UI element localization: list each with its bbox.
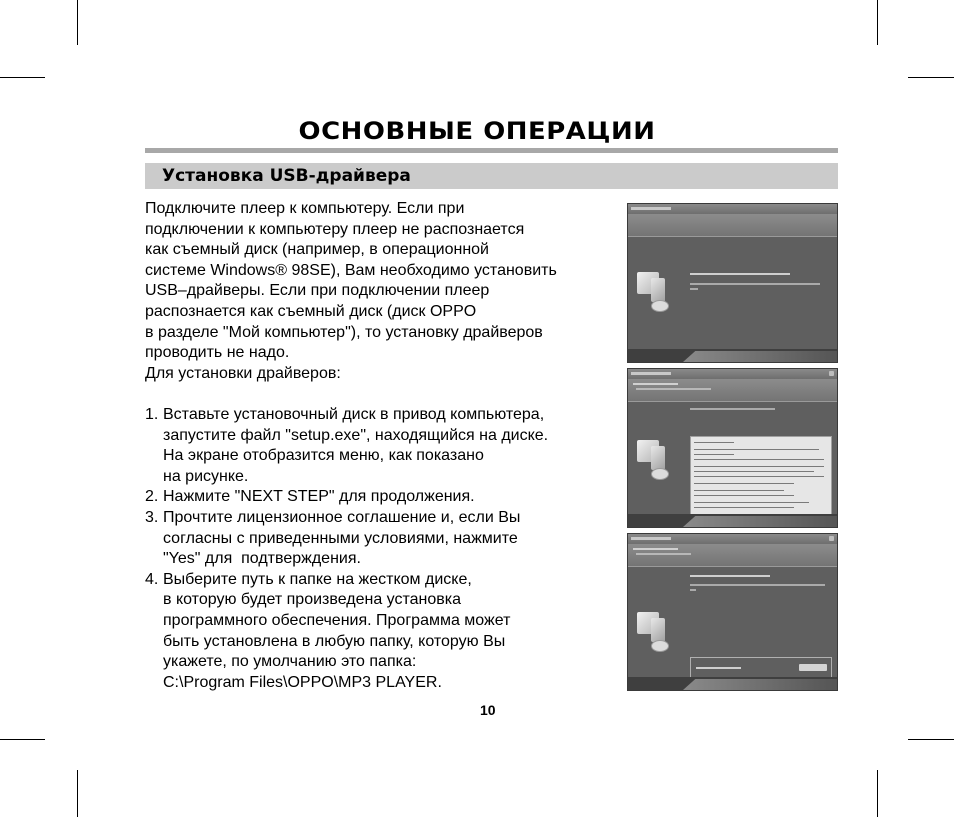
step-item bbox=[145, 508, 625, 529]
intro-line: проводить не надо. bbox=[145, 344, 290, 362]
intro-line: системе Windows® 98SE), Вам необходимо установить bbox=[145, 261, 557, 279]
step-line: в которую будет произведена установка bbox=[163, 591, 462, 609]
intro-line: как съемный диск (например, в операционной bbox=[145, 241, 489, 259]
computer-icon bbox=[635, 612, 671, 652]
intro-line: USB–драйверы. Если при подключении плеер bbox=[145, 282, 490, 300]
step-line: Вставьте установочный диск в привод компьютера, bbox=[163, 406, 545, 423]
destination-path-value bbox=[696, 667, 741, 669]
step-line: согласны с приведенными условиями, нажмите bbox=[163, 529, 518, 547]
step-number: 2. bbox=[145, 488, 159, 506]
step-continuation bbox=[145, 529, 625, 550]
window-titlebar bbox=[628, 534, 837, 544]
step-line: запустите файл "setup.exe", находящийся на диске. bbox=[163, 426, 549, 444]
install-steps bbox=[145, 405, 625, 693]
crop-mark-bottom-right-vertical bbox=[877, 770, 878, 817]
browse-button[interactable] bbox=[799, 664, 827, 671]
step-line: на рисунке. bbox=[163, 467, 249, 485]
step-line: На экране отобразится меню, как показано bbox=[163, 447, 484, 465]
page-title: ОСНОВНЫЕ ОПЕРАЦИИ bbox=[298, 117, 656, 145]
step-line: Прочтите лицензионное соглашение и, если Вы bbox=[163, 508, 521, 526]
screenshot-destination-folder bbox=[627, 533, 838, 691]
close-icon bbox=[829, 536, 834, 541]
step-number: 4. bbox=[145, 570, 159, 588]
step-number: 1. bbox=[145, 406, 159, 423]
step-line: укажете, по умолчанию это папка: bbox=[163, 653, 417, 671]
intro-line: подключении к компьютеру плеер не распознается bbox=[145, 220, 525, 238]
text-placeholder bbox=[690, 575, 770, 577]
text-placeholder bbox=[690, 589, 696, 591]
crop-mark-top-right-vertical bbox=[877, 0, 878, 45]
title-rule bbox=[145, 148, 838, 153]
computer-icon bbox=[635, 440, 671, 480]
window-header bbox=[628, 214, 837, 237]
window-footer bbox=[628, 677, 837, 690]
window-content bbox=[628, 402, 837, 514]
window-content bbox=[628, 237, 837, 349]
intro-line: Для установки драйверов: bbox=[145, 364, 341, 382]
step-item bbox=[145, 487, 625, 508]
step-continuation bbox=[145, 652, 625, 673]
section-title: Установка USB-драйвера bbox=[162, 166, 411, 186]
step-continuation bbox=[145, 426, 625, 447]
step-number: 3. bbox=[145, 508, 159, 526]
window-titlebar bbox=[628, 369, 837, 379]
text-placeholder bbox=[690, 283, 820, 285]
step-line: быть установлена в любую папку, которую Вы bbox=[163, 632, 506, 650]
step-item bbox=[145, 405, 625, 426]
step-item bbox=[145, 570, 625, 591]
crop-mark-bottom-left-vertical bbox=[77, 770, 78, 817]
step-line: C:\Program Files\OPPO\MP3 PLAYER. bbox=[163, 673, 442, 691]
window-header bbox=[628, 379, 837, 402]
computer-icon bbox=[635, 272, 671, 312]
step-continuation bbox=[145, 673, 625, 694]
window-header bbox=[628, 544, 837, 567]
text-placeholder bbox=[690, 288, 698, 290]
text-placeholder bbox=[690, 273, 790, 275]
step-line: "Yes" для подтверждения. bbox=[163, 550, 361, 568]
page-number: 10 bbox=[480, 702, 496, 718]
intro-line: Подключите плеер к компьютеру. Если при bbox=[145, 200, 465, 217]
text-placeholder bbox=[690, 584, 825, 586]
step-continuation bbox=[145, 467, 625, 488]
intro-line: в разделе "Мой компьютер"), то установку драйверов bbox=[145, 323, 543, 341]
step-continuation bbox=[145, 611, 625, 632]
step-continuation bbox=[145, 549, 625, 570]
step-continuation bbox=[145, 446, 625, 467]
step-line: Выберите путь к папке на жестком диске, bbox=[163, 570, 472, 588]
screenshot-license-agreement bbox=[627, 368, 838, 528]
crop-mark-bottom-right-horizontal bbox=[908, 739, 954, 740]
crop-mark-bottom-left-horizontal bbox=[0, 739, 45, 740]
step-line: Нажмите "NEXT STEP" для продолжения. bbox=[163, 488, 475, 506]
license-textbox[interactable] bbox=[690, 436, 832, 516]
step-continuation bbox=[145, 590, 625, 611]
destination-folder-box bbox=[690, 657, 832, 679]
window-footer bbox=[628, 514, 837, 527]
close-icon bbox=[829, 371, 834, 376]
crop-mark-top-right-horizontal bbox=[908, 77, 954, 78]
window-content bbox=[628, 567, 837, 677]
step-line: программного обеспечения. Программа может bbox=[163, 611, 511, 629]
window-titlebar bbox=[628, 204, 837, 214]
intro-line: распознается как съемный диск (диск OPPO bbox=[145, 302, 477, 320]
text-placeholder bbox=[690, 408, 775, 410]
screenshot-welcome bbox=[627, 203, 838, 363]
window-footer bbox=[628, 349, 837, 362]
step-continuation bbox=[145, 632, 625, 653]
crop-mark-top-left-vertical bbox=[77, 0, 78, 45]
intro-text bbox=[145, 199, 625, 384]
crop-mark-top-left-horizontal bbox=[0, 77, 45, 78]
